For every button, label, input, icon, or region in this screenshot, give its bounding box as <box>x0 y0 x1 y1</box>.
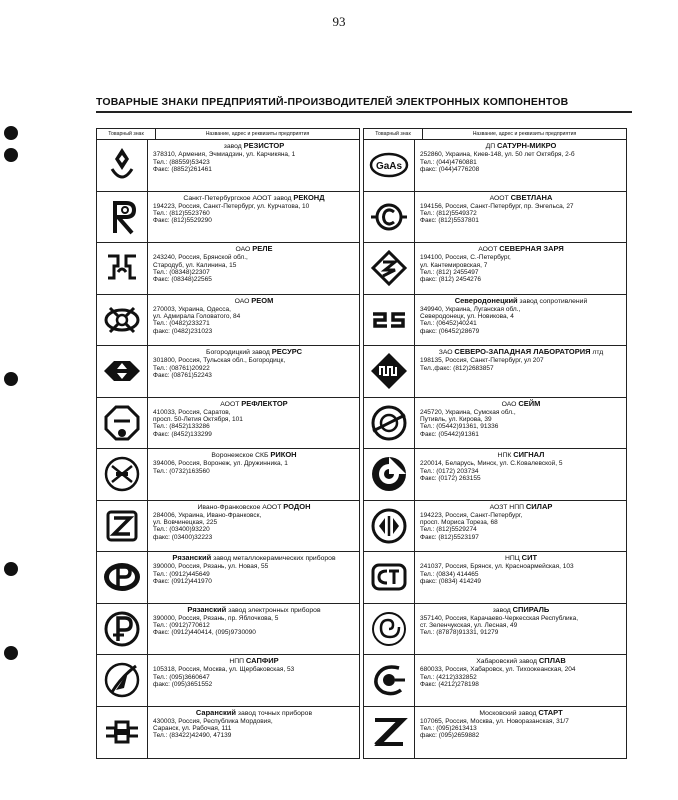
resurs-logo-icon <box>97 346 148 397</box>
company-name-bold: РЕФЛЕКТОР <box>241 398 288 408</box>
company-detail-line: Тел.: (812)5529274 <box>420 526 477 534</box>
company-name <box>153 348 355 356</box>
company-detail-line: Путивль, ул. Кирова, 39 <box>420 416 492 424</box>
company-detail-line: факс: (095)2659882 <box>420 732 480 740</box>
company-detail-line: Факс: (812)5537801 <box>420 217 479 225</box>
rezistor-logo-icon <box>97 140 148 191</box>
punch-hole <box>4 148 18 162</box>
company-detail-line: Тел.: (05442)91361, 91336 <box>420 423 499 431</box>
company-detail-line: Факс: (8452)133299 <box>153 430 212 438</box>
company-name-bold: РЕСУРС <box>271 347 303 356</box>
company-detail-line: Тел.: (812) 2455497 <box>420 268 479 276</box>
severnaya-zarya-logo-icon <box>364 243 415 294</box>
company-detail-line: 301800, Россия, Тульская обл., Богородицк, <box>153 357 286 365</box>
company-row <box>364 501 626 553</box>
svg-text:GaAs: GaAs <box>375 161 403 173</box>
company-name <box>153 451 355 459</box>
company-detail-line: факс: (095)3651552 <box>153 680 213 688</box>
company-detail-line: Тел.,факс: (812)2683857 <box>420 364 494 372</box>
silar-logo-icon <box>364 501 415 552</box>
company-detail-line: 284006, Украина, Ивано-Франковск, <box>153 511 262 519</box>
company-row <box>364 140 626 192</box>
company-detail-line: Тел.: (0172) 203734 <box>420 467 479 475</box>
company-detail-line: Факс: (0912)441970 <box>153 577 212 585</box>
company-row <box>97 295 359 347</box>
company-detail-line: 252860, Украина, Киев-148, ул. 50 лет Октября, 2-б <box>420 151 575 159</box>
company-detail-line: 220014, Беларусь, Минск, ул. С.Ковалевской, 5 <box>420 460 563 468</box>
company-name-prefix: АООТ <box>489 194 511 202</box>
company-detail-line: Тел.: (0482)233271 <box>153 320 210 328</box>
company-row <box>97 398 359 450</box>
start-logo-icon <box>364 707 415 759</box>
right-table <box>363 128 627 759</box>
company-name-bold: Рязанский <box>187 604 227 614</box>
company-detail-line: ст. Зеленчукская, ул. Лесная, 49 <box>420 622 518 630</box>
ryazan-electronic-logo-icon <box>102 609 142 649</box>
company-info <box>415 140 626 191</box>
company-info <box>148 604 359 655</box>
company-name <box>420 709 622 717</box>
header-info: Название, адрес и реквизиты предприятия <box>205 131 310 137</box>
company-name <box>153 503 355 511</box>
page-title: ТОВАРНЫЕ ЗНАКИ ПРЕДПРИЯТИЙ-ПРОИЗВОДИТЕЛЕЙ ЭЛЕКТРОННЫХ КОМПОНЕНТОВ <box>96 96 569 108</box>
svetlana-logo-icon <box>369 197 409 237</box>
company-info <box>148 346 359 397</box>
company-name-bold: РЕЛЕ <box>252 244 273 253</box>
company-row <box>364 707 626 759</box>
company-detail-line: 390000, Россия, Рязань, ул. Новая, 55 <box>153 563 269 571</box>
company-detail-line: 194100, Россия, С.-Петербург, <box>420 254 511 262</box>
company-detail-line: 241037, Россия, Брянск, ул. Красноармейская, 103 <box>420 563 574 571</box>
company-row <box>97 501 359 553</box>
punch-hole <box>4 646 18 660</box>
company-name-bold: СЕВЕРО-ЗАПАДНАЯ ЛАБОРАТОРИЯ <box>454 347 591 356</box>
company-detail-line: ул. Вовчинецкая, 225 <box>153 519 218 527</box>
company-detail-line: Тел.: (8452)133286 <box>153 423 210 431</box>
company-name-bold: СИЛАР <box>525 501 553 511</box>
rezistor-logo-icon <box>102 145 142 185</box>
company-detail-line: 410033, Россия, Саратов, <box>153 408 231 416</box>
company-name-prefix: ОАО <box>501 400 519 408</box>
company-name <box>153 400 355 408</box>
company-name <box>420 194 622 202</box>
company-name <box>420 348 622 356</box>
company-name-prefix: АООТ <box>220 400 242 408</box>
company-detail-line: 105318, Россия, Москва, ул. Щербаковская, 53 <box>153 666 295 674</box>
saturn-gaas-logo-icon <box>369 145 409 185</box>
company-detail-line: Тел.: (88559)53423 <box>153 158 210 166</box>
signal-logo-icon <box>369 454 409 494</box>
company-row <box>97 552 359 604</box>
punch-hole <box>4 372 18 386</box>
company-detail-line: Тел.: (812)5523760 <box>153 210 210 218</box>
ryazan-metal-ceramic-logo-icon <box>97 552 148 603</box>
company-name <box>153 554 355 562</box>
company-info <box>148 140 359 191</box>
company-name-bold: СИТ <box>521 553 538 562</box>
company-row <box>97 707 359 759</box>
company-detail-line: 378310, Армения, Эчмиадзин, ул. Карчикяна, 1 <box>153 151 296 159</box>
company-row <box>364 552 626 604</box>
company-name-bold: САТУРН-МИКРО <box>497 141 557 150</box>
company-name-prefix: НПК <box>497 452 514 459</box>
seim-logo-icon <box>364 398 415 449</box>
company-name-prefix: ОАО <box>234 297 252 305</box>
company-name <box>153 606 355 614</box>
company-name <box>420 297 622 305</box>
spiral-logo-icon <box>364 604 415 655</box>
company-name <box>153 245 355 253</box>
company-detail-line: Тел.: (0834) 414465 <box>420 570 479 578</box>
company-name-prefix: Ивано-Франковское АООТ <box>197 503 284 511</box>
company-name-prefix: АООТ <box>478 246 500 253</box>
company-name-bold: РЕЗИСТОР <box>243 141 285 150</box>
company-detail-line: просп. 50-Летия Октября, 101 <box>153 416 243 424</box>
company-name-prefix: завод <box>492 606 513 614</box>
company-name-prefix: Воронежское СКБ <box>211 452 271 459</box>
svetlana-logo-icon <box>364 192 415 243</box>
company-detail-line: Факс: (8852)261461 <box>153 165 212 173</box>
company-detail-line: 270003, Украина, Одесса, <box>153 305 231 313</box>
silar-logo-icon <box>369 506 409 546</box>
company-detail-line: 194223, Россия, Санкт-Петербург, <box>420 511 523 519</box>
company-detail-line: ул. Кантемировская, 7 <box>420 261 488 269</box>
company-row <box>97 604 359 656</box>
company-detail-line: факс: (06452)28679 <box>420 327 480 335</box>
rodon-logo-icon <box>97 501 148 552</box>
company-detail-line: Тел.: (87878)91331, 91279 <box>420 629 499 637</box>
company-info <box>415 604 626 655</box>
company-name-bold: САПФИР <box>245 656 279 665</box>
company-detail-line: Тел.: (06452)40241 <box>420 320 477 328</box>
company-detail-line: 680033, Россия, Хабаровск, ул. Тихоокеанская, 204 <box>420 666 576 674</box>
company-name-suffix: завод электронных приборов <box>226 606 321 614</box>
severodonetsk-logo-icon <box>364 295 415 346</box>
company-detail-line: 107065, Россия, Москва, ул. Новоразанская, 31/7 <box>420 717 569 725</box>
company-info <box>415 295 626 346</box>
reom-logo-icon <box>97 295 148 346</box>
company-name-bold: СПЛАВ <box>538 656 566 665</box>
company-name-prefix: ЗАО <box>438 349 455 356</box>
company-info <box>415 449 626 500</box>
company-name <box>420 606 622 614</box>
page-number: 93 <box>332 14 346 29</box>
company-name <box>420 657 622 665</box>
company-info <box>148 552 359 603</box>
company-detail-line: 243240, Россия, Брянской обл., <box>153 254 248 262</box>
company-row <box>364 295 626 347</box>
company-detail-line: Факс: (812)5523197 <box>420 533 479 541</box>
company-name-bold: Рязанский <box>172 553 212 562</box>
reflektor-logo-icon <box>97 398 148 449</box>
company-name <box>153 709 355 717</box>
company-detail-line: факс: (0834) 414249 <box>420 577 482 585</box>
company-row <box>97 140 359 192</box>
rikon-logo-icon <box>97 449 148 500</box>
company-name <box>153 194 355 202</box>
company-detail-line: факс: (0482)231023 <box>153 327 213 335</box>
company-detail-line: Факс: (4212)278198 <box>420 680 479 688</box>
punch-hole <box>4 562 18 576</box>
company-info <box>415 346 626 397</box>
company-info <box>415 501 626 552</box>
company-info <box>148 295 359 346</box>
rikon-logo-icon <box>102 454 142 494</box>
table-header <box>364 129 626 140</box>
company-row <box>97 449 359 501</box>
reom-logo-icon <box>102 300 142 340</box>
splav-logo-icon <box>364 655 415 706</box>
company-detail-line: Стародуб, ул. Калинина, 15 <box>153 261 237 269</box>
saturn-gaas-logo-icon <box>364 140 415 191</box>
company-info <box>148 501 359 552</box>
company-detail-line: Факс: (05442)91361 <box>420 430 479 438</box>
company-name-suffix: лтд <box>590 349 604 356</box>
company-detail-line: Тел.: (044)4760881 <box>420 158 477 166</box>
company-detail-line: 245720, Украина, Сумская обл., <box>420 408 516 416</box>
company-detail-line: Факс: (08761)52243 <box>153 371 212 379</box>
sit-logo-icon <box>369 557 409 597</box>
rekond-logo-icon <box>102 197 142 237</box>
company-info <box>415 192 626 243</box>
company-name <box>153 297 355 305</box>
company-detail-line: Факс: (0912)440414, (095)9730090 <box>153 629 256 637</box>
company-detail-line: факс: (03400)32223 <box>153 533 213 541</box>
rekond-logo-icon <box>97 192 148 243</box>
company-detail-line: 394006, Россия, Воронеж, ул. Дружинника, 1 <box>153 460 288 468</box>
company-detail-line: просп. Мориса Тореза, 68 <box>420 519 498 527</box>
company-detail-line: факс: (812) 2454276 <box>420 276 482 284</box>
company-detail-line: факс: (044)4776208 <box>420 165 480 173</box>
sit-logo-icon <box>364 552 415 603</box>
company-name-prefix: ДП <box>485 143 497 150</box>
sapfir-logo-icon <box>102 660 142 700</box>
company-detail-line: ул. Адмирала Головатого, 84 <box>153 313 241 321</box>
spiral-logo-icon <box>369 609 409 649</box>
company-name-prefix: завод <box>223 143 244 150</box>
company-info <box>415 398 626 449</box>
company-info <box>148 707 359 759</box>
company-name-prefix: Богородицкий завод <box>205 349 272 356</box>
company-name-prefix: АОЗТ НПП <box>489 503 526 511</box>
company-name <box>420 142 622 150</box>
company-name-suffix: завод металлокерамических приборов <box>211 555 336 562</box>
company-detail-line: Северодонецк, ул. Новикова, 4 <box>420 313 514 321</box>
company-detail-line: Факс: (0172) 263155 <box>420 474 481 482</box>
company-name-prefix: НПП <box>229 658 246 665</box>
reflektor-logo-icon <box>102 403 142 443</box>
company-name-prefix: Хабаровский завод <box>476 658 539 665</box>
company-name-prefix: ОАО <box>235 246 253 253</box>
company-row <box>364 655 626 707</box>
rodon-logo-icon <box>102 506 142 546</box>
company-detail-line: 390000, Россия, Рязань, пр. Яблочкова, 5 <box>153 614 279 622</box>
company-detail-line: Тел.: (0732)163560 <box>153 467 210 475</box>
company-info <box>148 655 359 706</box>
company-name <box>420 245 622 253</box>
company-detail-line: Тел.: (095)3660647 <box>153 673 210 681</box>
company-detail-line: Факс: (812)5529290 <box>153 217 212 225</box>
left-table <box>96 128 360 759</box>
company-name-bold: СЕЙМ <box>518 398 541 408</box>
company-name <box>153 142 355 150</box>
company-detail-line: Тел.: (0912)445649 <box>153 570 210 578</box>
company-name-bold: РИКОН <box>270 450 297 459</box>
company-name <box>420 400 622 408</box>
company-detail-line: Тел.: (83422)42490, 47139 <box>153 732 232 740</box>
company-name-bold: Северодонецкий <box>454 295 518 305</box>
company-detail-line: Тел.: (812)5549372 <box>420 210 477 218</box>
company-info <box>148 449 359 500</box>
company-detail-line: 194156, Россия, Санкт-Петербург, пр. Энгельса, 27 <box>420 202 574 210</box>
company-detail-line: Тел.: (4212)332852 <box>420 673 477 681</box>
company-info <box>415 707 626 759</box>
saransk-logo-icon <box>102 712 142 752</box>
company-row <box>97 243 359 295</box>
company-detail-line: Факс: (08348)22565 <box>153 276 212 284</box>
company-row <box>364 398 626 450</box>
company-name-bold: СИГНАЛ <box>513 450 545 459</box>
company-name <box>153 657 355 665</box>
company-info <box>148 398 359 449</box>
company-detail-line: Тел.: (0912)770612 <box>153 622 210 630</box>
company-name <box>420 554 622 562</box>
szl-logo-icon <box>364 346 415 397</box>
company-detail-line: 198135, Россия, Санкт-Петербург, ул 207 <box>420 357 544 365</box>
splav-logo-icon <box>369 660 409 700</box>
szl-logo-icon <box>369 351 409 391</box>
company-detail-line: Тел.: (03400)93220 <box>153 526 210 534</box>
company-detail-line: 357140, Россия, Карачаево-Черкесская Республика, <box>420 614 579 622</box>
company-row <box>364 192 626 244</box>
header-mark: Товарный знак <box>364 129 423 139</box>
company-detail-line: Тел.: (08348)22307 <box>153 268 210 276</box>
rele-logo-icon <box>97 243 148 294</box>
ryazan-electronic-logo-icon <box>97 604 148 655</box>
company-name-bold: РЕОМ <box>251 295 274 305</box>
company-name-suffix: завод точных приборов <box>236 709 313 717</box>
company-name-bold: СПИРАЛЬ <box>512 604 550 614</box>
company-row <box>97 346 359 398</box>
seim-logo-icon <box>369 403 409 443</box>
title-underline <box>96 111 632 113</box>
company-name-bold: РЕКОНД <box>293 192 325 202</box>
severodonetsk-logo-icon <box>369 300 409 340</box>
company-detail-line: 194223, Россия, Санкт-Петербург, ул. Курчатова, 10 <box>153 202 310 210</box>
table-header <box>97 129 359 140</box>
company-name-bold: СТАРТ <box>538 707 563 717</box>
company-name-prefix: Московский завод <box>479 709 539 717</box>
company-name-bold: Саранский <box>195 707 237 717</box>
company-detail-line: Тел.: (08761)20922 <box>153 364 210 372</box>
company-detail-line: 349940, Украина, Луганская обл., <box>420 305 521 313</box>
start-logo-icon <box>369 712 409 752</box>
company-info <box>415 243 626 294</box>
company-name-prefix: Санкт-Петербургское АООТ завод <box>183 194 294 202</box>
ryazan-metal-ceramic-logo-icon <box>102 557 142 597</box>
company-row <box>364 604 626 656</box>
company-row <box>364 243 626 295</box>
header-mark: Товарный знак <box>97 129 156 139</box>
company-detail-line: Тел.: (095)2613413 <box>420 725 477 733</box>
company-name-suffix: завод сопротивлений <box>517 297 588 305</box>
company-name <box>420 451 622 459</box>
resurs-logo-icon <box>102 351 142 391</box>
rele-logo-icon <box>102 248 142 288</box>
company-name <box>420 503 622 511</box>
company-row <box>97 655 359 707</box>
company-name-bold: СЕВЕРНАЯ ЗАРЯ <box>499 244 564 253</box>
company-row <box>364 449 626 501</box>
company-info <box>148 192 359 243</box>
saransk-logo-icon <box>97 707 148 759</box>
sapfir-logo-icon <box>97 655 148 706</box>
company-row <box>97 192 359 244</box>
header-info: Название, адрес и реквизиты предприятия <box>472 131 577 137</box>
company-row <box>364 346 626 398</box>
company-info <box>148 243 359 294</box>
company-name-bold: РОДОН <box>283 501 311 511</box>
signal-logo-icon <box>364 449 415 500</box>
company-info <box>415 552 626 603</box>
severnaya-zarya-logo-icon <box>369 248 409 288</box>
company-detail-line: 430003, Россия, Республика Мордовия, <box>153 717 273 725</box>
company-name-bold: СВЕТЛАНА <box>510 192 553 202</box>
company-detail-line: Саранск, ул. Рабочая, 111 <box>153 725 232 733</box>
punch-hole <box>4 126 18 140</box>
company-info <box>415 655 626 706</box>
company-name-prefix: НПЦ <box>504 555 522 562</box>
